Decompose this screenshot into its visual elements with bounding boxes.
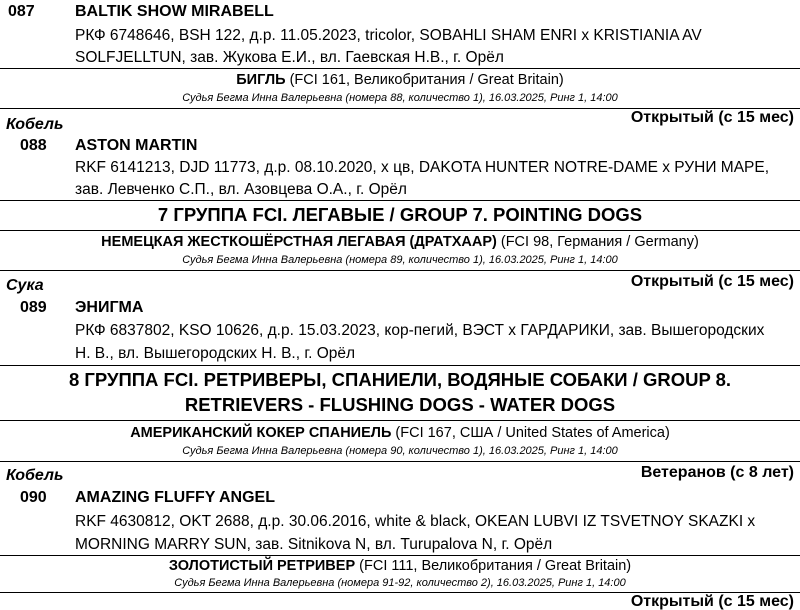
entry-info-line: SOLFJELLTUN, зав. Жукова Е.И., вл. Гаевская Н.В., г. Орёл — [75, 49, 504, 66]
entry-info-line: РКФ 6748646, BSH 122, д.р. 11.05.2023, tricolor, SOBAHLI SHAM ENRI x KRISTIANIA AV — [75, 27, 702, 44]
breed-heading — [0, 73, 800, 88]
entry-dog-name: AMAZING FLUFFY ANGEL — [75, 489, 275, 506]
breed-heading — [0, 235, 800, 250]
divider — [0, 461, 800, 462]
class-label: Открытый (с 15 мес) — [630, 109, 794, 126]
entry-dog-name: ЭНИГМА — [75, 299, 144, 316]
group-heading: 7 ГРУППА FCI. ЛЕГАВЫЕ / GROUP 7. POINTING DOGS — [157, 204, 643, 225]
entry-info-line: зав. Левченко С.П., вл. Азовцева О.А., г. Орёл — [75, 181, 407, 198]
sex-label: Кобель — [6, 116, 64, 133]
entry-dog-name: ASTON MARTIN — [75, 137, 198, 154]
divider — [0, 270, 800, 271]
divider — [0, 230, 800, 231]
divider — [0, 555, 800, 556]
entry-dog-name: BALTIK SHOW MIRABELL — [75, 3, 274, 20]
divider — [0, 200, 800, 201]
entry-info-line: Н. В., вл. Вышегородских Н. В., г. Орёл — [75, 345, 356, 362]
entry-info-line: MORNING MARRY SUN, зав. Sitnikova N, вл. Turupalova N, г. Орёл — [75, 536, 553, 553]
breed-detail: (FCI 161, Великобритания / Great Britain) — [289, 72, 564, 88]
divider — [0, 365, 800, 366]
judge-line: Судья Бегма Инна Валерьевна (номера 91-92, количество 2), 16.03.2025, Ринг 1, 14:00 — [174, 577, 626, 589]
class-label: Ветеранов (с 8 лет) — [640, 464, 794, 481]
class-label-partial: Открытый (с 15 мес) — [630, 593, 794, 610]
group-heading-line2: RETRIEVERS - FLUSHING DOGS - WATER DOGS — [184, 394, 616, 415]
breed-name: НЕМЕЦКАЯ ЖЕСТКОШЁРСТНАЯ ЛЕГАВАЯ (ДРАТХААР) — [101, 234, 497, 250]
sex-label: Сука — [6, 277, 44, 294]
entry-info-line: RKF 4630812, OKT 2688, д.р. 30.06.2016, white & black, OKEAN LUBVI IZ TSVETNOY SKAZKI x — [75, 513, 756, 530]
group-heading: 8 ГРУППА FCI. РЕТРИВЕРЫ, СПАНИЕЛИ, ВОДЯНЫЕ СОБАКИ / GROUP 8. — [68, 369, 732, 390]
judge-line: Судья Бегма Инна Валерьевна (номера 89, количество 1), 16.03.2025, Ринг 1, 14:00 — [182, 254, 618, 266]
entry-info-line: RKF 6141213, DJD 11773, д.р. 08.10.2020, х цв, DAKOTA HUNTER NOTRE-DAME x РУНИ МАРЕ, — [75, 159, 770, 176]
entry-number: 088 — [20, 137, 47, 154]
entry-info-line: РКФ 6837802, KSO 10626, д.р. 15.03.2023, кор-пегий, ВЭСТ х ГАРДАРИКИ, зав. Вышегородских — [75, 322, 765, 339]
breed-heading — [0, 559, 800, 574]
breed-name: ЗОЛОТИСТЫЙ РЕТРИВЕР — [168, 558, 356, 574]
breed-name: АМЕРИКАНСКИЙ КОКЕР СПАНИЕЛЬ — [130, 425, 392, 441]
entry-number: 089 — [20, 299, 47, 316]
class-label: Открытый (с 15 мес) — [630, 273, 794, 290]
breed-detail: (FCI 98, Германия / Germany) — [500, 234, 699, 250]
judge-line: Судья Бегма Инна Валерьевна (номера 88, количество 1), 16.03.2025, Ринг 1, 14:00 — [182, 92, 618, 104]
judge-line: Судья Бегма Инна Валерьевна (номера 90, количество 1), 16.03.2025, Ринг 1, 14:00 — [182, 445, 618, 457]
breed-heading — [0, 426, 800, 441]
entry-number: 090 — [20, 489, 47, 506]
breed-detail: (FCI 167, США / United States of America) — [395, 425, 670, 441]
sex-label: Кобель — [6, 467, 64, 484]
entry-number: 087 — [8, 3, 35, 20]
breed-name: БИГЛЬ — [236, 72, 286, 88]
divider — [0, 68, 800, 69]
divider — [0, 420, 800, 421]
breed-detail: (FCI 111, Великобритания / Great Britain) — [359, 558, 632, 574]
